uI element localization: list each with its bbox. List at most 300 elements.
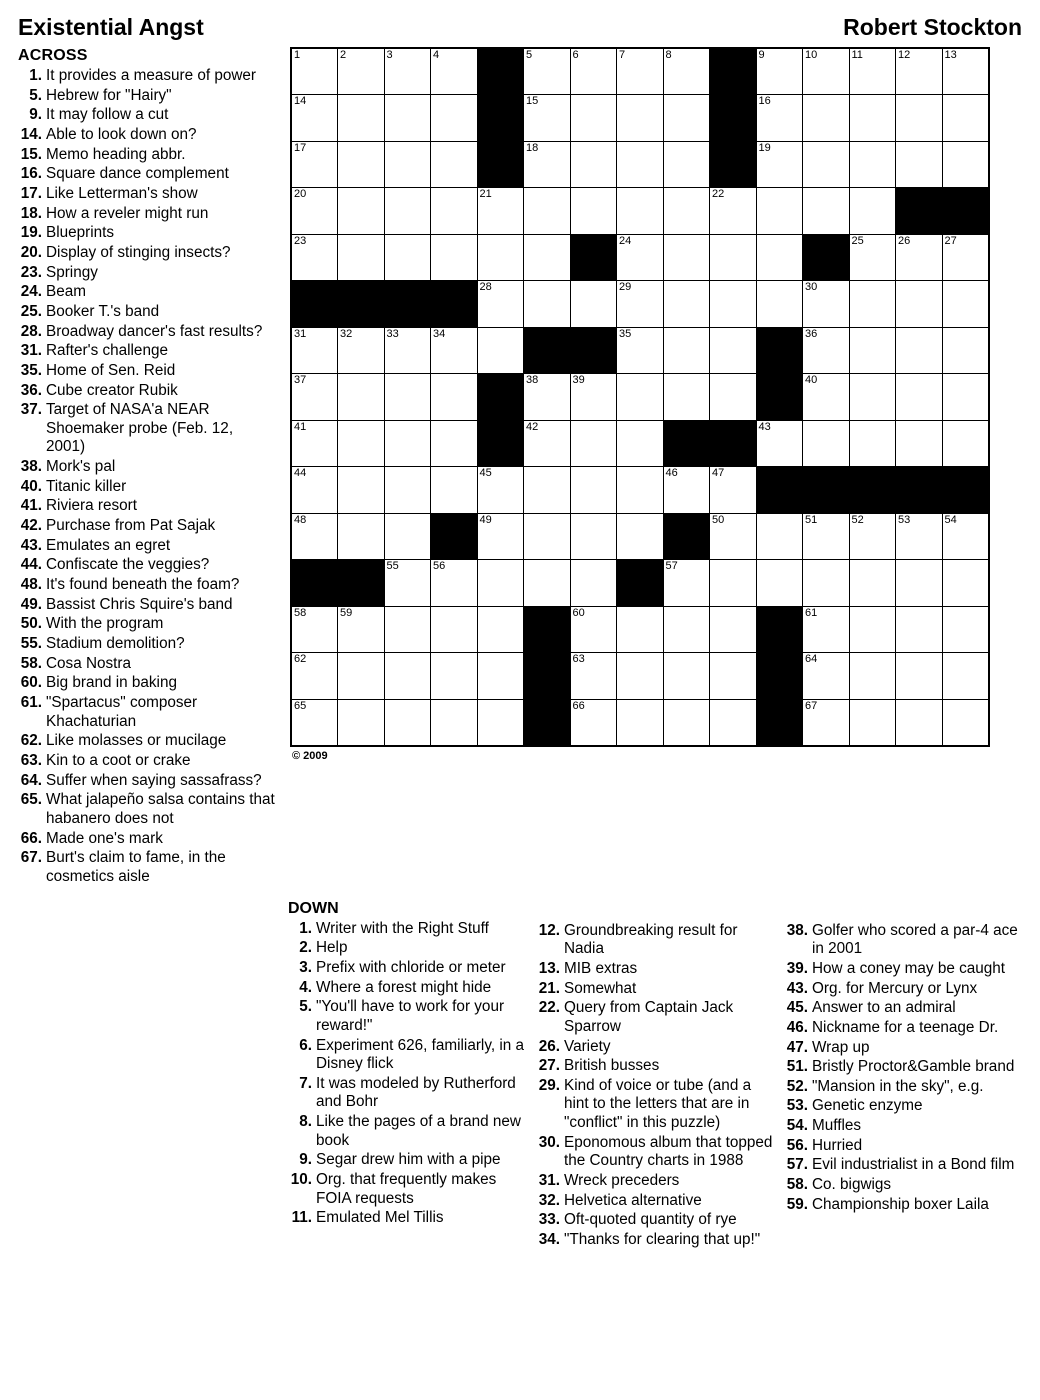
clue-item: [288, 920, 526, 939]
grid-cell[interactable]: [431, 327, 478, 374]
grid-cell[interactable]: [663, 606, 710, 653]
grid-cell-number: 20: [294, 188, 307, 200]
grid-cell[interactable]: [524, 374, 571, 421]
clue-text: Wreck preceders: [564, 1172, 680, 1190]
down-clues-column-3: [784, 900, 1032, 1251]
grid-cell[interactable]: [384, 513, 431, 560]
grid-cell[interactable]: [291, 467, 338, 514]
grid-cell[interactable]: [756, 48, 803, 95]
grid-cell[interactable]: [431, 420, 478, 467]
grid-cell[interactable]: [291, 653, 338, 700]
clue-item: [18, 655, 276, 674]
grid-cell-number: 28: [479, 281, 492, 293]
clue-number: 60.: [20, 674, 42, 692]
grid-cell-block: [524, 606, 571, 653]
grid-cell[interactable]: [663, 467, 710, 514]
grid-cell[interactable]: [384, 560, 431, 607]
grid-cell[interactable]: [803, 281, 850, 328]
grid-cell[interactable]: [710, 606, 757, 653]
grid-cell[interactable]: [291, 95, 338, 142]
grid-cell[interactable]: [384, 141, 431, 188]
grid-cell[interactable]: [849, 234, 896, 281]
clue-text: What jalapeño salsa contains that habanero does not: [46, 791, 275, 827]
grid-cell[interactable]: [896, 95, 943, 142]
clue-text: Big brand in baking: [46, 674, 177, 692]
clue-text: Broadway dancer's fast results?: [46, 322, 263, 340]
grid-cell[interactable]: [663, 234, 710, 281]
grid-row: [291, 699, 989, 746]
grid-row: [291, 560, 989, 607]
grid-cell[interactable]: [896, 653, 943, 700]
grid-cell[interactable]: [803, 606, 850, 653]
grid-cell-number: 35: [619, 327, 632, 340]
grid-cell[interactable]: [803, 653, 850, 700]
clue-item: [784, 999, 1022, 1018]
clue-item: [784, 1156, 1022, 1175]
grid-cell[interactable]: [896, 513, 943, 560]
grid-cell[interactable]: [524, 48, 571, 95]
clue-text: Riviera resort: [46, 497, 137, 515]
grid-cell[interactable]: [617, 281, 664, 328]
clue-number: 44.: [20, 556, 42, 574]
grid-cell-number: 7: [619, 49, 626, 61]
grid-cell[interactable]: [570, 699, 617, 746]
grid-cell-number: 66: [572, 699, 585, 712]
grid-cell[interactable]: [477, 653, 524, 700]
grid-cell[interactable]: [291, 188, 338, 235]
grid-cell[interactable]: [710, 560, 757, 607]
clue-text: Hurried: [812, 1136, 863, 1154]
grid-row: [291, 48, 989, 95]
grid-cell[interactable]: [617, 234, 664, 281]
clue-item: [18, 224, 276, 243]
grid-cell[interactable]: [477, 327, 524, 374]
grid-cell[interactable]: [803, 699, 850, 746]
clue-item: [18, 615, 276, 634]
clue-item: [288, 1171, 526, 1208]
grid-cell-number: 50: [712, 513, 725, 526]
clue-item: [18, 303, 276, 322]
grid-cell[interactable]: [477, 606, 524, 653]
grid-cell[interactable]: [570, 653, 617, 700]
clue-number: 16.: [20, 165, 42, 183]
clue-item: [784, 1078, 1022, 1097]
grid-cell[interactable]: [849, 653, 896, 700]
grid-cell[interactable]: [942, 281, 989, 328]
grid-cell-number: 12: [898, 49, 911, 61]
grid-cell[interactable]: [524, 281, 571, 328]
grid-cell[interactable]: [570, 467, 617, 514]
grid-cell[interactable]: [338, 327, 385, 374]
grid-cell[interactable]: [663, 560, 710, 607]
clue-text: Target of NASA'a NEAR Shoemaker probe (Feb. 12, 2001): [46, 401, 234, 456]
grid-cell[interactable]: [338, 141, 385, 188]
grid-cell-number: 29: [619, 281, 632, 293]
grid-cell[interactable]: [896, 327, 943, 374]
down-area: [18, 900, 1022, 1251]
clue-text: MIB extras: [564, 959, 638, 977]
grid-cell[interactable]: [756, 141, 803, 188]
grid-cell[interactable]: [477, 467, 524, 514]
grid-cell[interactable]: [617, 48, 664, 95]
grid-cell[interactable]: [384, 188, 431, 235]
grid-cell[interactable]: [849, 374, 896, 421]
grid-cell[interactable]: [291, 234, 338, 281]
grid-cell[interactable]: [756, 281, 803, 328]
grid-cell[interactable]: [803, 188, 850, 235]
grid-cell[interactable]: [477, 281, 524, 328]
grid-cell[interactable]: [384, 606, 431, 653]
grid-cell[interactable]: [338, 234, 385, 281]
grid-cell[interactable]: [524, 141, 571, 188]
grid-cell[interactable]: [942, 653, 989, 700]
clue-text: British busses: [564, 1057, 660, 1075]
grid-cell[interactable]: [663, 327, 710, 374]
grid-cell[interactable]: [849, 95, 896, 142]
grid-cell[interactable]: [570, 188, 617, 235]
clue-item: [536, 1077, 774, 1133]
clue-text: With the program: [46, 615, 164, 633]
grid-cell[interactable]: [431, 467, 478, 514]
clue-number: 50.: [20, 615, 42, 633]
grid-cell[interactable]: [524, 420, 571, 467]
grid-cell[interactable]: [524, 234, 571, 281]
grid-cell[interactable]: [710, 234, 757, 281]
grid-cell[interactable]: [524, 467, 571, 514]
grid-cell[interactable]: [896, 420, 943, 467]
grid-cell[interactable]: [710, 653, 757, 700]
grid-cell[interactable]: [617, 327, 664, 374]
grid-cell[interactable]: [384, 699, 431, 746]
grid-cell[interactable]: [710, 374, 757, 421]
clue-number: 32.: [538, 1191, 560, 1209]
grid-cell[interactable]: [570, 141, 617, 188]
grid-cell[interactable]: [617, 188, 664, 235]
clue-item: [18, 146, 276, 165]
grid-cell[interactable]: [291, 48, 338, 95]
grid-cell[interactable]: [849, 281, 896, 328]
grid-cell-block: [896, 467, 943, 514]
grid-cell[interactable]: [849, 420, 896, 467]
grid-cell[interactable]: [477, 188, 524, 235]
grid-cell[interactable]: [477, 560, 524, 607]
grid-cell[interactable]: [803, 141, 850, 188]
grid-cell[interactable]: [338, 188, 385, 235]
clue-number: 9.: [29, 106, 42, 124]
grid-cell[interactable]: [431, 48, 478, 95]
crossword-grid-wrapper: [290, 47, 990, 762]
grid-cell[interactable]: [431, 95, 478, 142]
grid-cell[interactable]: [524, 95, 571, 142]
clue-number: 49.: [20, 595, 42, 613]
grid-cell[interactable]: [617, 141, 664, 188]
grid-cell[interactable]: [338, 653, 385, 700]
clue-item: [18, 362, 276, 381]
grid-cell[interactable]: [849, 48, 896, 95]
grid-cell[interactable]: [291, 141, 338, 188]
grid-cell[interactable]: [617, 420, 664, 467]
grid-cell[interactable]: [431, 560, 478, 607]
clue-item: [536, 922, 774, 959]
grid-cell[interactable]: [384, 467, 431, 514]
grid-cell[interactable]: [756, 95, 803, 142]
grid-cell[interactable]: [338, 374, 385, 421]
grid-row: [291, 281, 989, 328]
grid-cell[interactable]: [803, 374, 850, 421]
clue-text: Oft-quoted quantity of rye: [564, 1211, 737, 1229]
grid-cell[interactable]: [617, 653, 664, 700]
grid-cell[interactable]: [431, 374, 478, 421]
grid-cell[interactable]: [896, 234, 943, 281]
grid-cell[interactable]: [849, 560, 896, 607]
clue-item: [288, 1113, 526, 1150]
grid-cell[interactable]: [431, 234, 478, 281]
grid-cell[interactable]: [756, 513, 803, 560]
grid-cell[interactable]: [942, 141, 989, 188]
grid-cell[interactable]: [942, 699, 989, 746]
grid-cell[interactable]: [803, 560, 850, 607]
grid-cell[interactable]: [942, 560, 989, 607]
grid-cell[interactable]: [431, 141, 478, 188]
clue-number: 2.: [299, 939, 312, 957]
grid-cell[interactable]: [570, 281, 617, 328]
grid-cell[interactable]: [803, 48, 850, 95]
grid-cell[interactable]: [896, 560, 943, 607]
grid-cell-block: [338, 560, 385, 607]
grid-cell-number: 8: [665, 49, 672, 61]
clue-number: 58.: [20, 654, 42, 672]
grid-cell[interactable]: [663, 188, 710, 235]
grid-cell[interactable]: [338, 48, 385, 95]
clue-item: [18, 772, 276, 791]
clue-item: [288, 939, 526, 958]
grid-cell[interactable]: [849, 327, 896, 374]
grid-cell[interactable]: [849, 188, 896, 235]
grid-cell-number: 10: [805, 49, 818, 61]
clue-number: 6.: [299, 1036, 312, 1054]
grid-cell-block: [477, 420, 524, 467]
grid-cell-block: [477, 48, 524, 95]
grid-cell[interactable]: [942, 374, 989, 421]
grid-cell-block: [896, 188, 943, 235]
grid-cell[interactable]: [710, 327, 757, 374]
clue-item: [18, 849, 276, 886]
grid-cell[interactable]: [524, 560, 571, 607]
grid-cell[interactable]: [570, 606, 617, 653]
grid-cell[interactable]: [942, 327, 989, 374]
grid-cell-number: 44: [294, 467, 307, 479]
clue-item: [784, 980, 1022, 999]
grid-cell[interactable]: [756, 420, 803, 467]
clue-number: 11.: [291, 1209, 312, 1227]
clue-number: 1.: [299, 919, 312, 937]
clue-number: 20.: [20, 243, 42, 261]
grid-cell[interactable]: [431, 606, 478, 653]
grid-cell[interactable]: [710, 281, 757, 328]
grid-cell-number: 14: [294, 95, 307, 107]
grid-cell[interactable]: [291, 606, 338, 653]
grid-cell-number: 48: [294, 513, 307, 526]
grid-cell[interactable]: [570, 48, 617, 95]
grid-cell[interactable]: [896, 699, 943, 746]
grid-cell[interactable]: [431, 653, 478, 700]
grid-cell[interactable]: [384, 374, 431, 421]
clue-text: Like the pages of a brand new book: [316, 1113, 521, 1149]
grid-cell[interactable]: [803, 95, 850, 142]
grid-cell[interactable]: [663, 48, 710, 95]
clue-text: Query from Captain Jack Sparrow: [564, 999, 734, 1035]
grid-cell[interactable]: [431, 699, 478, 746]
grid-cell[interactable]: [942, 513, 989, 560]
grid-cell[interactable]: [524, 513, 571, 560]
grid-cell[interactable]: [663, 95, 710, 142]
clue-text: Groundbreaking result for Nadia: [564, 921, 738, 958]
grid-row: [291, 95, 989, 142]
grid-cell-number: 62: [294, 653, 307, 665]
grid-cell[interactable]: [663, 374, 710, 421]
grid-cell[interactable]: [338, 699, 385, 746]
grid-cell[interactable]: [617, 606, 664, 653]
grid-cell-number: 37: [294, 374, 307, 386]
grid-cell[interactable]: [617, 374, 664, 421]
grid-cell[interactable]: [291, 420, 338, 467]
grid-cell-block: [803, 467, 850, 514]
grid-cell[interactable]: [477, 513, 524, 560]
grid-cell[interactable]: [477, 234, 524, 281]
grid-cell[interactable]: [384, 420, 431, 467]
grid-cell[interactable]: [756, 234, 803, 281]
grid-cell[interactable]: [803, 420, 850, 467]
grid-cell[interactable]: [570, 420, 617, 467]
clue-text: Experiment 626, familiarly, in a Disney flick: [316, 1036, 525, 1073]
grid-cell[interactable]: [942, 606, 989, 653]
grid-cell[interactable]: [617, 513, 664, 560]
clue-item: [288, 959, 526, 978]
grid-cell[interactable]: [524, 188, 571, 235]
grid-cell-block: [570, 327, 617, 374]
grid-cell[interactable]: [338, 467, 385, 514]
grid-cell-block: [942, 188, 989, 235]
clue-number: 33.: [538, 1211, 560, 1229]
clue-text: Like Letterman's show: [46, 184, 198, 202]
grid-cell[interactable]: [849, 606, 896, 653]
grid-cell-number: 33: [386, 327, 399, 340]
clue-item: [536, 1038, 774, 1057]
crossword-grid[interactable]: [290, 47, 990, 747]
grid-cell-number: 47: [712, 467, 725, 479]
grid-cell[interactable]: [338, 95, 385, 142]
clue-text: "Spartacus" composer Khachaturian: [46, 694, 198, 730]
clue-text: Org. that frequently makes FOIA requests: [316, 1171, 497, 1207]
grid-cell[interactable]: [570, 513, 617, 560]
grid-cell[interactable]: [617, 467, 664, 514]
grid-cell-number: 63: [572, 653, 585, 665]
grid-cell[interactable]: [291, 327, 338, 374]
grid-cell[interactable]: [384, 234, 431, 281]
grid-cell[interactable]: [942, 48, 989, 95]
grid-cell[interactable]: [803, 513, 850, 560]
grid-cell[interactable]: [663, 653, 710, 700]
grid-cell-number: 53: [898, 513, 911, 526]
grid-cell-block: [710, 48, 757, 95]
grid-cell[interactable]: [384, 48, 431, 95]
grid-cell[interactable]: [291, 374, 338, 421]
clue-item: [18, 752, 276, 771]
grid-cell[interactable]: [896, 281, 943, 328]
grid-cell[interactable]: [710, 699, 757, 746]
grid-cell[interactable]: [803, 327, 850, 374]
grid-cell[interactable]: [291, 699, 338, 746]
grid-cell-block: [524, 699, 571, 746]
clue-number: 63.: [20, 751, 42, 769]
grid-cell[interactable]: [570, 374, 617, 421]
grid-cell[interactable]: [942, 95, 989, 142]
clue-item: [18, 576, 276, 595]
grid-cell[interactable]: [431, 188, 478, 235]
grid-cell[interactable]: [710, 467, 757, 514]
grid-cell[interactable]: [338, 513, 385, 560]
grid-cell[interactable]: [942, 420, 989, 467]
grid-cell[interactable]: [570, 95, 617, 142]
grid-cell[interactable]: [710, 513, 757, 560]
grid-cell[interactable]: [710, 188, 757, 235]
clue-item: [784, 1117, 1022, 1136]
grid-cell[interactable]: [384, 327, 431, 374]
clue-text: Genetic enzyme: [812, 1097, 923, 1115]
grid-row: [291, 141, 989, 188]
grid-cell[interactable]: [756, 188, 803, 235]
grid-cell[interactable]: [756, 560, 803, 607]
grid-row: [291, 653, 989, 700]
grid-cell[interactable]: [896, 48, 943, 95]
grid-cell[interactable]: [896, 606, 943, 653]
clue-item: [18, 458, 276, 477]
grid-cell[interactable]: [896, 374, 943, 421]
grid-cell-number: 21: [479, 188, 492, 200]
grid-cell-block: [710, 420, 757, 467]
grid-cell[interactable]: [570, 560, 617, 607]
grid-cell[interactable]: [384, 95, 431, 142]
grid-cell[interactable]: [942, 234, 989, 281]
grid-cell[interactable]: [663, 281, 710, 328]
grid-cell[interactable]: [477, 699, 524, 746]
grid-cell-number: 55: [386, 560, 399, 572]
clue-number: 21.: [538, 979, 560, 997]
clue-number: 31.: [538, 1172, 560, 1190]
clue-item: [288, 998, 526, 1035]
clue-number: 42.: [20, 517, 42, 535]
grid-cell-number: 5: [526, 49, 533, 61]
clue-text: "You'll have to work for your reward!": [316, 998, 505, 1034]
grid-row: [291, 327, 989, 374]
grid-cell[interactable]: [384, 653, 431, 700]
clue-number: 26.: [538, 1037, 560, 1055]
grid-cell[interactable]: [617, 699, 664, 746]
grid-cell[interactable]: [338, 606, 385, 653]
grid-cell[interactable]: [849, 141, 896, 188]
grid-cell[interactable]: [663, 699, 710, 746]
grid-cell[interactable]: [291, 513, 338, 560]
grid-cell[interactable]: [663, 141, 710, 188]
grid-cell[interactable]: [896, 141, 943, 188]
clue-text: Bassist Chris Squire's band: [46, 595, 233, 613]
grid-cell[interactable]: [338, 420, 385, 467]
clue-item: [18, 478, 276, 497]
grid-cell[interactable]: [849, 513, 896, 560]
grid-cell[interactable]: [617, 95, 664, 142]
grid-cell[interactable]: [849, 699, 896, 746]
grid-cell-number: 65: [294, 699, 307, 712]
